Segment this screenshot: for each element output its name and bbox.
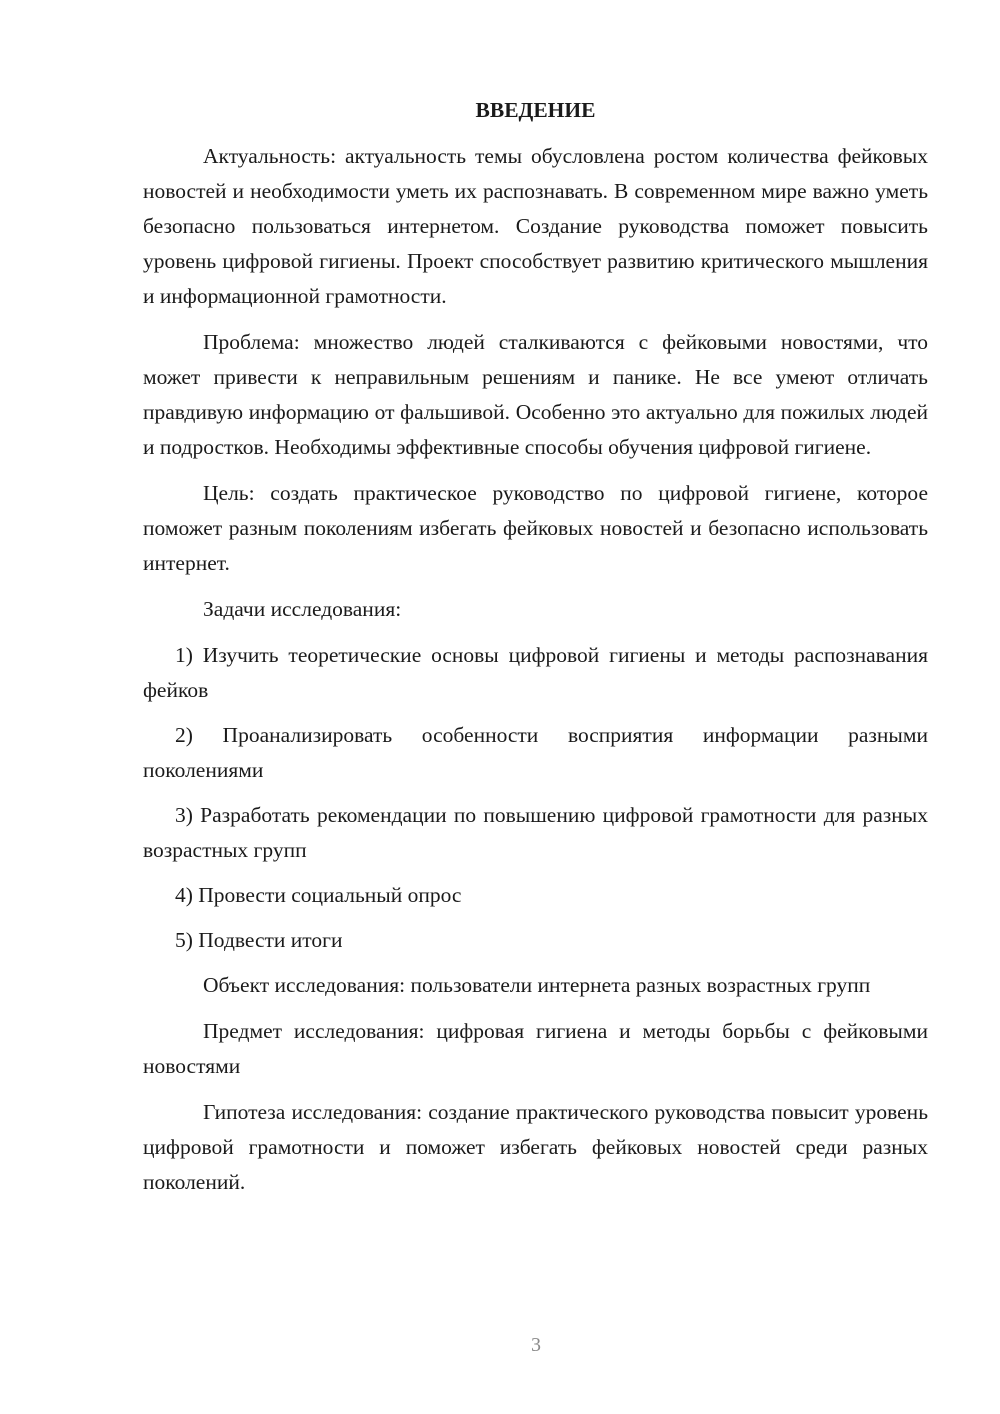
hypothesis-paragraph: Гипотеза исследования: создание практического руководства повысит уровень цифровой грамотности и поможет избегать фейковых новостей среди разных поколений.: [143, 1100, 928, 1194]
task-item: 3) Разработать рекомендации по повышению цифровой грамотности для разных возрастных групп: [143, 803, 928, 862]
object-paragraph: Объект исследования: пользователи интернета разных возрастных групп: [203, 973, 871, 997]
task-item: 1) Изучить теоретические основы цифровой гигиены и методы распознавания фейков: [143, 643, 928, 702]
page-number: 3: [531, 1334, 541, 1356]
section-title: ВВЕДЕНИЕ: [475, 98, 596, 122]
goal-paragraph: Цель: создать практическое руководство по цифровой гигиене, которое поможет разным поколениям избегать фейковых новостей и безопасно использовать интернет.: [143, 481, 928, 575]
relevance-paragraph: Актуальность: актуальность темы обусловлена ростом количества фейковых новостей и необходимости уметь их распознавать. В современном мире важно уметь безопасно пользоваться интернетом. Создание руководства поможет повысить уровень цифровой гигиены. Проект способствует развитию критического мышления и информационной грамотности.: [143, 144, 928, 308]
task-item: 4) Провести социальный опрос: [175, 883, 462, 907]
document-page: [143, 95, 928, 1211]
subject-paragraph: Предмет исследования: цифровая гигиена и методы борьбы с фейковыми новостями: [143, 1019, 928, 1078]
tasks-heading: Задачи исследования:: [203, 597, 402, 621]
task-item: 2) Проанализировать особенности восприятия информации разными поколениями: [143, 723, 928, 782]
problem-paragraph: Проблема: множество людей сталкиваются с фейковыми новостями, что может привести к неправильным решениям и панике. Не все умеют отличать правдивую информацию от фальшивой. Особенно это актуально для пожилых людей и подростков. Необходимы эффективные способы обучения цифровой гигиене.: [143, 330, 928, 459]
task-item: 5) Подвести итоги: [175, 928, 343, 952]
